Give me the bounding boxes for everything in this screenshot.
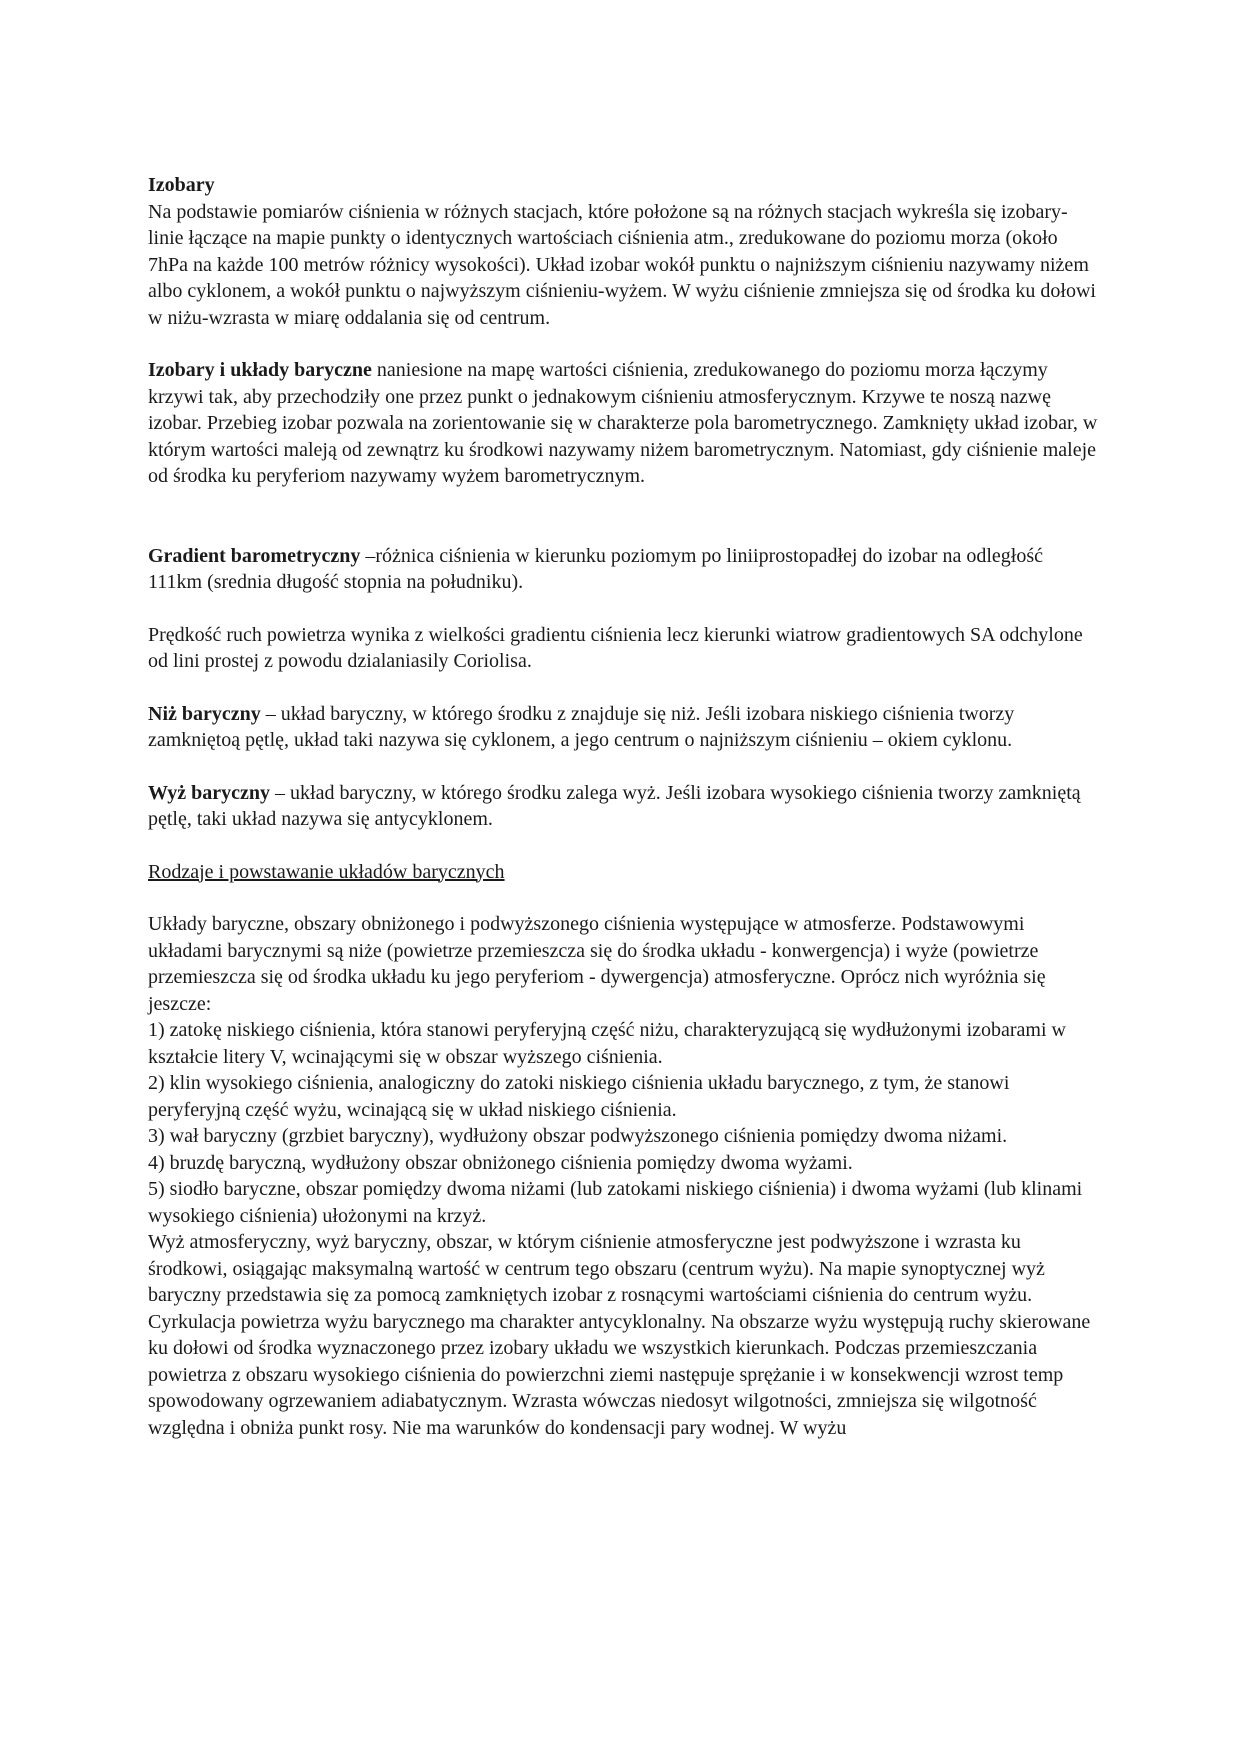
izobary-paragraph: Na podstawie pomiarów ciśnienia w różnych stacjach, które położone są na różnych stacjach wykreśla się izobary-linie łączące na mapie punkty o identycznych wartościach ciśnienia atm., zredukowane do poziomu morza (około 7hPa na każde 100 metrów różnicy wysokości). Układ izobar wokół punktu o najniższym ciśnieniu nazywamy niżem albo cyklonem, a wokół punktu o najwyższym ciśnieniu-wyżem. W wyżu ciśnienie zmniejsza się od środka ku dołowi w niżu-wzrasta w miarę oddalania się od centrum. xyxy=(148,200,1096,329)
niz-heading: Niż baryczny xyxy=(148,702,261,725)
rodzaje-line-0: Układy baryczne, obszary obniżonego i podwyższonego ciśnienia występujące w atmosferze. Podstawowymi układami barycznymi są niże (powietrze przemieszcza się do środka układu - konwergencja) i wyże (powietrze przemieszcza się od środka układu ku jego peryferiom - dywergencja) atmosferyczne. Oprócz nich wyróżnia się jeszcze: xyxy=(148,913,1046,1015)
rodzaje-line-6: Wyż atmosferyczny, wyż baryczny, obszar, w którym ciśnienie atmosferyczne jest podwyższone i wzrasta ku środkowi, osiągając maksymalną wartość w centrum tego obszaru (centrum wyżu). Na mapie synoptycznej wyż baryczny przedstawia się za pomocą zamkniętych izobar z rosnącymi wartościami ciśnienia do centrum wyżu. Cyrkulacja powietrza wyżu barycznego ma charakter antycyklonalny. Na obszarze wyżu występują ruchy skierowane ku dołowi od środka wyznaczonego przez izobary układu we wszystkich kierunkach. Podczas przemieszczania powietrza z obszaru wysokiego ciśnienia do powierzchni ziemi następuje sprężanie i w konsekwencji wzrost temp spowodowany ogrzewaniem adiabatycznym. Wzrasta wówczas niedosyt wilgotności, zmniejsza się wilgotność względna i obniża punkt rosy. Nie ma warunków do kondensacji pary wodnej. W wyżu xyxy=(148,1231,1091,1439)
niz-text: – układ baryczny, w którego środku z znajduje się niż. Jeśli izobara niskiego ciśnienia tworzy zamkniętoą pętlę, układ taki nazywa się cyklonem, a jego centrum o najniższym ciśnieniu – okiem cyklonu. xyxy=(148,702,1015,751)
wyz-text: – układ baryczny, w którego środku zalega wyż. Jeśli izobara wysokiego ciśnienia tworzy zamkniętą pętlę, taki układ nazywa się antycyklonem. xyxy=(148,781,1081,830)
wyz-heading: Wyż baryczny xyxy=(148,781,271,804)
uklady-paragraph xyxy=(148,357,1098,490)
wyz-paragraph xyxy=(148,780,1098,833)
rodzaje-line-2: 2) klin wysokiego ciśnienia, analogiczny do zatoki niskiego ciśnienia układu barycznego, z tym, że stanowi peryferyjną część wyżu, wcinającą się w układ niskiego ciśnienia. xyxy=(148,1072,1010,1121)
rodzaje-line-1: 1) zatokę niskiego ciśnienia, która stanowi peryferyjną część niżu, charakteryzującą się wydłużonymi izobarami w kształcie litery V, wcinającymi się w obszar wyższego ciśnienia. xyxy=(148,1019,1066,1068)
document-page xyxy=(148,172,1098,1441)
rodzaje-heading: Rodzaje i powstawanie układów barycznych xyxy=(148,860,505,883)
niz-paragraph xyxy=(148,701,1098,754)
rodzaje-line-5: 5) siodło baryczne, obszar pomiędzy dwoma niżami (lub zatokami niskiego ciśnienia) i dwoma wyżami (lub klinami wysokiego ciśnienia) ułożonymi na krzyż. xyxy=(148,1178,1083,1227)
gradient-text: –różnica ciśnienia w kierunku poziomym po liniiprostopadłej do izobar na odległość 111km (srednia długość stopnia na południku). xyxy=(148,544,1043,593)
uklady-heading: Izobary i układy baryczne xyxy=(148,359,372,381)
gradient-heading: Gradient barometryczny xyxy=(148,544,361,567)
rodzaje-line-3: 3) wał baryczny (grzbiet baryczny), wydłużony obszar podwyższonego ciśnienia pomiędzy dwoma niżami. xyxy=(148,1125,1008,1147)
izobary-heading: Izobary xyxy=(148,174,215,196)
gradient-paragraph xyxy=(148,543,1098,596)
rodzaje-line-4: 4) bruzdę baryczną, wydłużony obszar obniżonego ciśnienia pomiędzy dwoma wyżami. xyxy=(148,1151,853,1174)
uklady-text: naniesione na mapę wartości ciśnienia, zredukowanego do poziomu morza łączymy krzywi tak, aby przechodziły one przez punkt o jednakowym ciśnieniu atmosferycznym. Krzywe te noszą nazwę izobar. Przebieg izobar pozwala na zorientowanie się w charakterze pola barometrycznego. Zamknięty układ izobar, w którym wartości maleją od zewnątrz ku środkowi nazywamy niżem barometrycznym. Natomiast, gdy ciśnienie maleje od środka ku peryferiom nazywamy wyżem barometrycznym. xyxy=(148,359,1098,487)
predkosc-paragraph: Prędkość ruch powietrza wynika z wielkości gradientu ciśnienia lecz kierunki wiatrow gradientowych SA odchylone od lini prostej z powodu dzialaniasily Coriolisa. xyxy=(148,623,1083,672)
